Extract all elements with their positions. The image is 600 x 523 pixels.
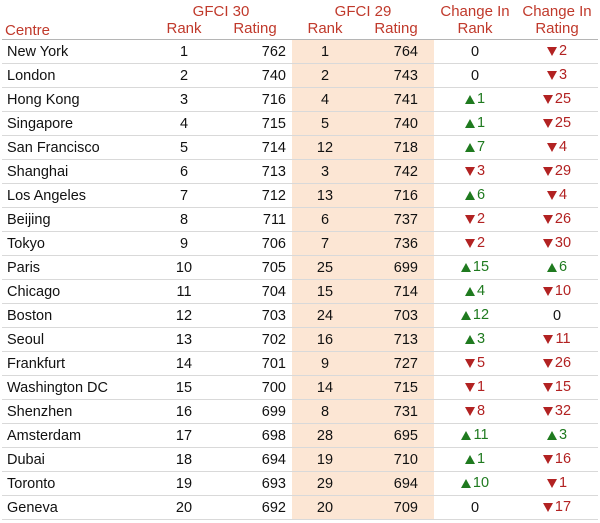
change-in-rank-value — [471, 500, 479, 516]
gfci29-rank: 9 — [292, 352, 358, 376]
gfci29-rating: 727 — [358, 352, 434, 376]
change-in-rating-value — [543, 331, 570, 347]
table-row — [2, 424, 598, 448]
change-in-rank-value — [461, 307, 489, 323]
gfci29-rating: 703 — [358, 304, 434, 328]
change-number: 0 — [470, 499, 480, 516]
gfci29-rating: 743 — [358, 64, 434, 88]
change-in-rating-value — [547, 475, 567, 491]
gfci29-rating: 741 — [358, 88, 434, 112]
table-row — [2, 448, 598, 472]
centre-name: Chicago — [2, 280, 150, 304]
table-row — [2, 232, 598, 256]
table-row — [2, 376, 598, 400]
table-row — [2, 88, 598, 112]
gfci30-rating: 713 — [218, 160, 292, 184]
change-in-rating-value — [543, 355, 571, 371]
triangle-up-icon — [461, 479, 471, 488]
change-in-rating — [516, 352, 598, 376]
change-number: 5 — [476, 355, 486, 372]
gfci29-rating: 695 — [358, 424, 434, 448]
gfci29-rank: 3 — [292, 160, 358, 184]
table-row — [2, 184, 598, 208]
gfci29-rating: 737 — [358, 208, 434, 232]
gfci30-rank: 7 — [150, 184, 218, 208]
header-change-rank-line2: Rank — [434, 20, 516, 40]
gfci30-rank: 13 — [150, 328, 218, 352]
change-in-rating-value — [543, 499, 571, 515]
table-row — [2, 136, 598, 160]
change-number: 3 — [558, 427, 568, 444]
change-number: 3 — [476, 331, 486, 348]
change-number: 6 — [476, 187, 486, 204]
change-in-rating-value — [543, 163, 571, 179]
change-in-rating-value — [547, 259, 567, 275]
change-in-rank-value — [465, 355, 485, 371]
change-number: 17 — [554, 499, 572, 516]
change-in-rating-value — [543, 283, 571, 299]
change-in-rank-value — [465, 91, 485, 107]
change-in-rating-value — [553, 308, 561, 324]
gfci30-rank: 8 — [150, 208, 218, 232]
change-number: 3 — [476, 163, 486, 180]
gfci30-rating: 762 — [218, 40, 292, 64]
change-number: 8 — [476, 403, 486, 420]
triangle-down-icon — [465, 383, 475, 392]
table-row — [2, 304, 598, 328]
centre-name: Amsterdam — [2, 424, 150, 448]
triangle-down-icon — [465, 167, 475, 176]
triangle-down-icon — [465, 239, 475, 248]
gfci29-rank: 20 — [292, 496, 358, 520]
change-number: 2 — [558, 43, 568, 60]
rankings-table — [2, 0, 598, 520]
centre-name: Washington DC — [2, 376, 150, 400]
triangle-up-icon — [465, 191, 475, 200]
gfci30-rank: 3 — [150, 88, 218, 112]
gfci29-rating: 713 — [358, 328, 434, 352]
change-number: 1 — [476, 115, 486, 132]
change-number: 25 — [554, 91, 572, 108]
gfci29-rating: 710 — [358, 448, 434, 472]
change-in-rating — [516, 448, 598, 472]
gfci29-rank: 16 — [292, 328, 358, 352]
change-in-rank — [434, 328, 516, 352]
change-in-rating — [516, 424, 598, 448]
gfci29-rating: 699 — [358, 256, 434, 280]
change-in-rank — [434, 496, 516, 520]
change-in-rank — [434, 352, 516, 376]
gfci30-rank: 1 — [150, 40, 218, 64]
change-number: 6 — [558, 259, 568, 276]
gfci30-rating: 700 — [218, 376, 292, 400]
change-number: 4 — [558, 187, 568, 204]
change-in-rating — [516, 184, 598, 208]
gfci29-rating: 715 — [358, 376, 434, 400]
triangle-down-icon — [547, 47, 557, 56]
gfci29-rank: 29 — [292, 472, 358, 496]
header-gfci29-rating: Rating — [358, 20, 434, 40]
gfci30-rating: 692 — [218, 496, 292, 520]
gfci30-rank: 12 — [150, 304, 218, 328]
header-gfci30-rank: Rank — [150, 20, 218, 40]
change-in-rank-value — [465, 211, 485, 227]
change-in-rating — [516, 208, 598, 232]
gfci30-rating: 705 — [218, 256, 292, 280]
triangle-down-icon — [547, 71, 557, 80]
change-in-rank — [434, 376, 516, 400]
gfci30-rank: 20 — [150, 496, 218, 520]
gfci30-rank: 4 — [150, 112, 218, 136]
triangle-up-icon — [461, 311, 471, 320]
gfci29-rank: 2 — [292, 64, 358, 88]
table-body — [2, 40, 598, 520]
change-number: 26 — [554, 355, 572, 372]
centre-name: New York — [2, 40, 150, 64]
centre-name: London — [2, 64, 150, 88]
gfci30-rating: 716 — [218, 88, 292, 112]
change-in-rank — [434, 64, 516, 88]
change-in-rank — [434, 280, 516, 304]
change-in-rank — [434, 112, 516, 136]
triangle-down-icon — [543, 239, 553, 248]
change-in-rating — [516, 88, 598, 112]
change-in-rank-value — [465, 331, 485, 347]
change-number: 0 — [552, 307, 562, 324]
change-in-rank — [434, 88, 516, 112]
triangle-down-icon — [547, 143, 557, 152]
gfci30-rank: 5 — [150, 136, 218, 160]
change-in-rank — [434, 448, 516, 472]
change-in-rank — [434, 400, 516, 424]
change-in-rank — [434, 304, 516, 328]
header-change-rank-line1: Change In — [440, 3, 510, 20]
centre-name: Paris — [2, 256, 150, 280]
change-number: 2 — [476, 235, 486, 252]
gfci29-rating: 718 — [358, 136, 434, 160]
change-number: 10 — [472, 475, 490, 492]
change-number: 7 — [476, 139, 486, 156]
gfci30-rank: 19 — [150, 472, 218, 496]
centre-name: Geneva — [2, 496, 150, 520]
centre-name: Shenzhen — [2, 400, 150, 424]
table-row — [2, 160, 598, 184]
gfci30-rating: 698 — [218, 424, 292, 448]
gfci29-rank: 24 — [292, 304, 358, 328]
change-in-rank — [434, 40, 516, 64]
change-in-rank — [434, 208, 516, 232]
change-in-rating-value — [543, 91, 571, 107]
change-number: 1 — [476, 379, 486, 396]
triangle-up-icon — [547, 431, 557, 440]
centre-name: Frankfurt — [2, 352, 150, 376]
change-in-rating-value — [543, 115, 571, 131]
triangle-down-icon — [543, 287, 553, 296]
table-row — [2, 112, 598, 136]
change-number: 2 — [476, 211, 486, 228]
change-in-rating-value — [543, 211, 571, 227]
gfci29-rating: 709 — [358, 496, 434, 520]
triangle-up-icon — [465, 95, 475, 104]
centre-name: Dubai — [2, 448, 150, 472]
triangle-up-icon — [465, 287, 475, 296]
gfci30-rating: 699 — [218, 400, 292, 424]
change-in-rank-value — [465, 115, 485, 131]
triangle-down-icon — [543, 335, 553, 344]
change-number: 29 — [554, 163, 572, 180]
triangle-down-icon — [543, 407, 553, 416]
change-in-rank — [434, 256, 516, 280]
centre-name: Hong Kong — [2, 88, 150, 112]
table-row — [2, 328, 598, 352]
gfci29-rating: 740 — [358, 112, 434, 136]
table-row — [2, 472, 598, 496]
change-in-rank-value — [461, 475, 489, 491]
triangle-down-icon — [465, 359, 475, 368]
change-in-rank-value — [465, 187, 485, 203]
triangle-up-icon — [461, 431, 471, 440]
header-gfci29: GFCI 29 — [334, 3, 392, 20]
centre-name: Shanghai — [2, 160, 150, 184]
change-in-rank-value — [465, 283, 485, 299]
change-number: 11 — [555, 331, 571, 348]
change-number: 30 — [554, 235, 572, 252]
header-gfci30: GFCI 30 — [192, 3, 250, 20]
triangle-down-icon — [465, 215, 475, 224]
gfci29-rank: 12 — [292, 136, 358, 160]
change-in-rank — [434, 136, 516, 160]
change-number: 1 — [476, 451, 486, 468]
change-number: 15 — [472, 259, 490, 276]
change-in-rating-value — [547, 67, 567, 83]
change-in-rank-value — [465, 403, 485, 419]
gfci29-rating: 714 — [358, 280, 434, 304]
triangle-down-icon — [543, 119, 553, 128]
change-in-rating — [516, 376, 598, 400]
change-in-rating-value — [543, 235, 571, 251]
change-number: 0 — [470, 43, 480, 60]
gfci29-rank: 28 — [292, 424, 358, 448]
gfci29-rating: 764 — [358, 40, 434, 64]
gfci29-rank: 8 — [292, 400, 358, 424]
triangle-down-icon — [543, 455, 553, 464]
change-in-rating-value — [543, 403, 571, 419]
change-number: 1 — [476, 91, 486, 108]
change-in-rank-value — [471, 68, 479, 84]
table-row — [2, 40, 598, 64]
triangle-down-icon — [547, 479, 557, 488]
centre-name: Los Angeles — [2, 184, 150, 208]
change-number: 11 — [473, 427, 489, 444]
change-in-rating-value — [547, 187, 567, 203]
change-in-rating — [516, 136, 598, 160]
gfci30-rating: 704 — [218, 280, 292, 304]
change-in-rating — [516, 400, 598, 424]
change-in-rating — [516, 280, 598, 304]
change-in-rating — [516, 232, 598, 256]
change-in-rating — [516, 328, 598, 352]
change-in-rating-value — [547, 43, 567, 59]
change-in-rank-value — [465, 451, 485, 467]
change-in-rank — [434, 184, 516, 208]
triangle-up-icon — [461, 263, 471, 272]
gfci30-rating: 693 — [218, 472, 292, 496]
change-number: 32 — [554, 403, 572, 420]
centre-name: Tokyo — [2, 232, 150, 256]
gfci30-rating: 702 — [218, 328, 292, 352]
change-number: 4 — [476, 283, 486, 300]
change-in-rank — [434, 160, 516, 184]
change-in-rank-value — [461, 427, 488, 443]
gfci29-rating: 731 — [358, 400, 434, 424]
change-number: 4 — [558, 139, 568, 156]
change-in-rating — [516, 496, 598, 520]
change-number: 3 — [558, 67, 568, 84]
triangle-down-icon — [547, 191, 557, 200]
change-in-rating-value — [547, 427, 567, 443]
gfci30-rating: 694 — [218, 448, 292, 472]
centre-name: Toronto — [2, 472, 150, 496]
gfci30-rating: 740 — [218, 64, 292, 88]
gfci29-rank: 15 — [292, 280, 358, 304]
change-in-rank-value — [471, 44, 479, 60]
change-number: 26 — [554, 211, 572, 228]
gfci30-rank: 10 — [150, 256, 218, 280]
table-row — [2, 496, 598, 520]
triangle-up-icon — [465, 119, 475, 128]
change-in-rating-value — [543, 379, 571, 395]
gfci30-rating: 715 — [218, 112, 292, 136]
gfci29-rating: 742 — [358, 160, 434, 184]
gfci30-rank: 14 — [150, 352, 218, 376]
table-row — [2, 280, 598, 304]
table-row — [2, 208, 598, 232]
centre-name: Singapore — [2, 112, 150, 136]
header-gfci29-rank: Rank — [292, 20, 358, 40]
change-in-rank-value — [465, 139, 485, 155]
triangle-up-icon — [465, 143, 475, 152]
triangle-up-icon — [547, 263, 557, 272]
triangle-down-icon — [465, 407, 475, 416]
triangle-up-icon — [465, 335, 475, 344]
change-in-rank-value — [465, 379, 485, 395]
centre-name: San Francisco — [2, 136, 150, 160]
header-gfci30-rating: Rating — [218, 20, 292, 40]
triangle-down-icon — [543, 95, 553, 104]
gfci30-rating: 712 — [218, 184, 292, 208]
gfci30-rank: 16 — [150, 400, 218, 424]
header-change-rating-line1: Change In — [522, 3, 592, 20]
change-in-rating — [516, 112, 598, 136]
gfci29-rank: 1 — [292, 40, 358, 64]
triangle-down-icon — [543, 383, 553, 392]
triangle-down-icon — [543, 503, 553, 512]
change-in-rating — [516, 304, 598, 328]
change-in-rating-value — [547, 139, 567, 155]
table-row — [2, 352, 598, 376]
triangle-down-icon — [543, 359, 553, 368]
gfci30-rating: 711 — [218, 208, 292, 232]
gfci29-rating: 736 — [358, 232, 434, 256]
change-in-rank-value — [465, 235, 485, 251]
gfci29-rank: 14 — [292, 376, 358, 400]
centre-name: Seoul — [2, 328, 150, 352]
table-header — [2, 0, 598, 40]
gfci30-rank: 2 — [150, 64, 218, 88]
triangle-up-icon — [465, 455, 475, 464]
gfci29-rating: 716 — [358, 184, 434, 208]
gfci30-rank: 11 — [150, 280, 218, 304]
gfci29-rank: 6 — [292, 208, 358, 232]
gfci30-rating: 703 — [218, 304, 292, 328]
change-in-rank — [434, 232, 516, 256]
table-row — [2, 64, 598, 88]
change-in-rating — [516, 64, 598, 88]
change-number: 10 — [554, 283, 572, 300]
header-centre: Centre — [2, 0, 150, 40]
triangle-down-icon — [543, 167, 553, 176]
change-in-rating — [516, 472, 598, 496]
change-in-rank — [434, 472, 516, 496]
change-in-rating-value — [543, 451, 571, 467]
table-row — [2, 400, 598, 424]
gfci29-rank: 19 — [292, 448, 358, 472]
gfci30-rank: 18 — [150, 448, 218, 472]
gfci30-rating: 701 — [218, 352, 292, 376]
centre-name: Boston — [2, 304, 150, 328]
gfci30-rating: 706 — [218, 232, 292, 256]
change-number: 25 — [554, 115, 572, 132]
gfci30-rank: 6 — [150, 160, 218, 184]
change-in-rating — [516, 160, 598, 184]
gfci30-rank: 15 — [150, 376, 218, 400]
gfci29-rating: 694 — [358, 472, 434, 496]
centre-name: Beijing — [2, 208, 150, 232]
change-in-rank-value — [465, 163, 485, 179]
change-in-rating — [516, 40, 598, 64]
change-number: 1 — [558, 475, 568, 492]
change-in-rating — [516, 256, 598, 280]
gfci30-rating: 714 — [218, 136, 292, 160]
triangle-down-icon — [543, 215, 553, 224]
gfci29-rank: 4 — [292, 88, 358, 112]
table-row — [2, 256, 598, 280]
gfci29-rank: 25 — [292, 256, 358, 280]
gfci30-rank: 9 — [150, 232, 218, 256]
change-number: 15 — [554, 379, 572, 396]
change-number: 16 — [554, 451, 572, 468]
gfci30-rank: 17 — [150, 424, 218, 448]
change-number: 0 — [470, 67, 480, 84]
change-in-rank-value — [461, 259, 489, 275]
header-change-rating-line2: Rating — [516, 20, 598, 40]
gfci29-rank: 5 — [292, 112, 358, 136]
change-number: 12 — [472, 307, 490, 324]
change-in-rank — [434, 424, 516, 448]
gfci29-rank: 7 — [292, 232, 358, 256]
gfci29-rank: 13 — [292, 184, 358, 208]
